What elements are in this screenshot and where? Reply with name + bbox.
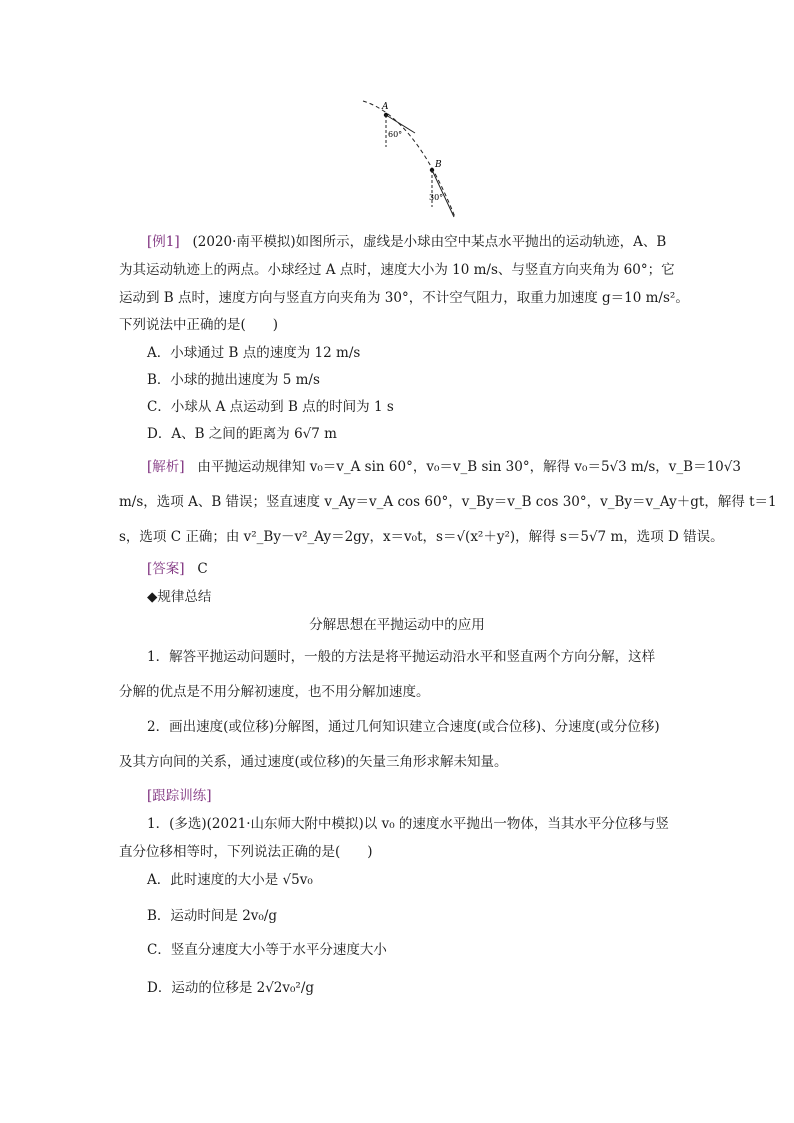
summary-p1-line-1: 1．解答平抛运动问题时，一般的方法是将平抛运动沿水平和竖直两个方向分解，这样 xyxy=(147,649,656,665)
example-tag: [例1] xyxy=(147,234,180,250)
analysis-tag: [解析] xyxy=(147,459,185,475)
example-text-1: (2020·南平模拟)如图所示，虚线是小球由空中某点水平抛出的运动轨迹，A、B xyxy=(192,234,667,250)
summary-heading: ◆规律总结 xyxy=(147,589,212,605)
practice-option-b: B．运动时间是 2v₀/g xyxy=(147,908,278,924)
angle-a-label: 60° xyxy=(388,130,403,139)
practice-line-1: 1．(多选)(2021·山东师大附中模拟)以 v₀ 的速度水平抛出一物体，当其水平分位移与竖 xyxy=(147,816,669,832)
example-option-a: A．小球通过 B 点的速度为 12 m/s xyxy=(147,345,361,361)
point-a-label: A xyxy=(382,102,389,112)
analysis-line-2: m/s，选项 A、B 错误；竖直速度 v_Ay＝v_A cos 60°，v_By＝v_B cos 30°，v_By＝v_Ay＋gt，解得 t＝1 xyxy=(119,494,777,510)
analysis-line-1 xyxy=(147,455,741,475)
summary-p2-line-1: 2．画出速度(或位移)分解图，通过几何知识建立合速度(或合位移)、分速度(或分位移) xyxy=(147,719,660,735)
answer-value: C xyxy=(197,561,208,577)
answer-line xyxy=(147,557,208,577)
analysis-text-1: 由平抛运动规律知 v₀＝v_A sin 60°，v₀＝v_B sin 30°，解得 v₀＝5√3 m/s，v_B＝10√3 xyxy=(197,459,741,475)
point-b-label: B xyxy=(435,160,442,170)
example-line-1 xyxy=(147,230,666,250)
trajectory-figure xyxy=(355,95,465,225)
angle-b-label: 30° xyxy=(429,193,444,202)
example-option-b: B．小球的抛出速度为 5 m/s xyxy=(147,372,320,388)
example-line-3: 运动到 B 点时，速度方向与竖直方向夹角为 30°，不计空气阻力，取重力加速度 g＝10 m/s²。 xyxy=(119,290,689,306)
answer-tag: [答案] xyxy=(147,561,185,577)
summary-title: 分解思想在平抛运动中的应用 xyxy=(309,617,485,633)
example-line-2: 为其运动轨迹上的两点。小球经过 A 点时，速度大小为 10 m/s、与竖直方向夹角为 60°；它 xyxy=(119,262,675,278)
analysis-line-3: s，选项 C 正确；由 v²_By－v²_Ay＝2gy，x＝v₀t，s＝√(x²＋y²)，解得 s＝5√7 m，选项 D 错误。 xyxy=(119,529,724,545)
example-option-c: C．小球从 A 点运动到 B 点的时间为 1 s xyxy=(147,399,394,415)
practice-option-c: C．竖直分速度大小等于水平分速度大小 xyxy=(147,942,387,958)
summary-p2-line-2: 及其方向间的关系，通过速度(或位移)的矢量三角形求解未知量。 xyxy=(119,754,508,770)
practice-option-a: A．此时速度的大小是 √5v₀ xyxy=(147,872,313,888)
example-line-4: 下列说法中正确的是( ) xyxy=(119,317,279,333)
summary-p1-line-2: 分解的优点是不用分解初速度，也不用分解加速度。 xyxy=(119,684,430,700)
practice-tag: [跟踪训练] xyxy=(147,788,212,804)
practice-line-2: 直分位移相等时，下列说法正确的是( ) xyxy=(119,844,373,860)
example-option-d: D．A、B 之间的距离为 6√7 m xyxy=(147,426,337,442)
practice-option-d: D．运动的位移是 2√2v₀²/g xyxy=(147,980,315,996)
